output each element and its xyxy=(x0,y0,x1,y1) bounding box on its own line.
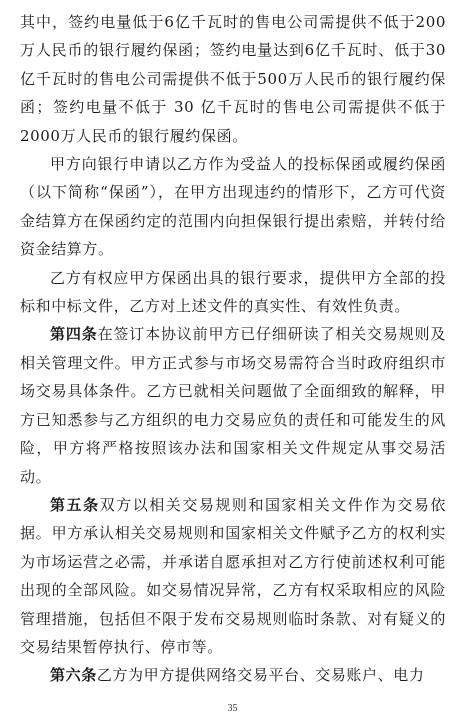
article-label: 第五条 xyxy=(50,495,100,514)
paragraph-guarantee-amounts xyxy=(20,8,446,150)
paragraph-text: 乙方为甲方提供网络交易平台、交易账户、电力 xyxy=(96,666,425,685)
page-body xyxy=(20,8,446,690)
paragraph-text: 在签订本协议前甲方已仔细研读了相关交易规则及相关管理文件。甲方正式参与市场交易需符合当时政府组织市场交易具体条件。乙方已就相关问题做了全面细致的解释，甲方已知悉参与乙方组织的电力交易应负的责任和可能发生的风险，甲方将严格按照该办法和国家相关文件规定从事交易活动。 xyxy=(20,325,447,486)
paragraph-text: 其中，签约电量低于6亿千瓦时的售电公司需提供不低于200万人民币的银行履约保函；签约电量达到6亿千瓦时、低于30亿千瓦时的售电公司需提供不低于500万人民币的银行履约保函；签约电量不低于 30 亿千瓦时的售电公司需提供不低于2000万人民币的银行履约保函。 xyxy=(20,13,446,145)
paragraph-bank-request xyxy=(20,264,446,321)
paragraph-text: 双方以相关交易规则和国家相关文件作为交易依据。甲方承认相关交易规则和国家相关文件赋予乙方的权利实为市场运营之必需，并承诺自愿承担对乙方行使前述权利可能出现的全部风险。如交易情况异常，乙方有权采取相应的风险管理措施，包括但不限于发布交易规则临时条款、对有疑义的交易结果暂停执行、停市等。 xyxy=(20,495,446,656)
page-number: 35 xyxy=(227,703,238,714)
paragraph-guarantee-application xyxy=(20,150,446,264)
article-label: 第四条 xyxy=(50,325,98,344)
paragraph-text: 乙方有权应甲方保函出具的银行要求，提供甲方全部的投标和中标文件，乙方对上述文件的真实性、有效性负责。 xyxy=(20,268,446,316)
article-4 xyxy=(20,320,446,490)
paragraph-text: 甲方向银行申请以乙方作为受益人的投标保函或履约保函（以下简称“保函”），在甲方出现违约的情形下，乙方可代资金结算方在保函约定的范围内向担保银行提出索赔，并转付给资金结算方。 xyxy=(20,155,446,259)
article-5 xyxy=(20,491,446,661)
article-label: 第六条 xyxy=(50,666,97,685)
article-6 xyxy=(20,661,446,689)
